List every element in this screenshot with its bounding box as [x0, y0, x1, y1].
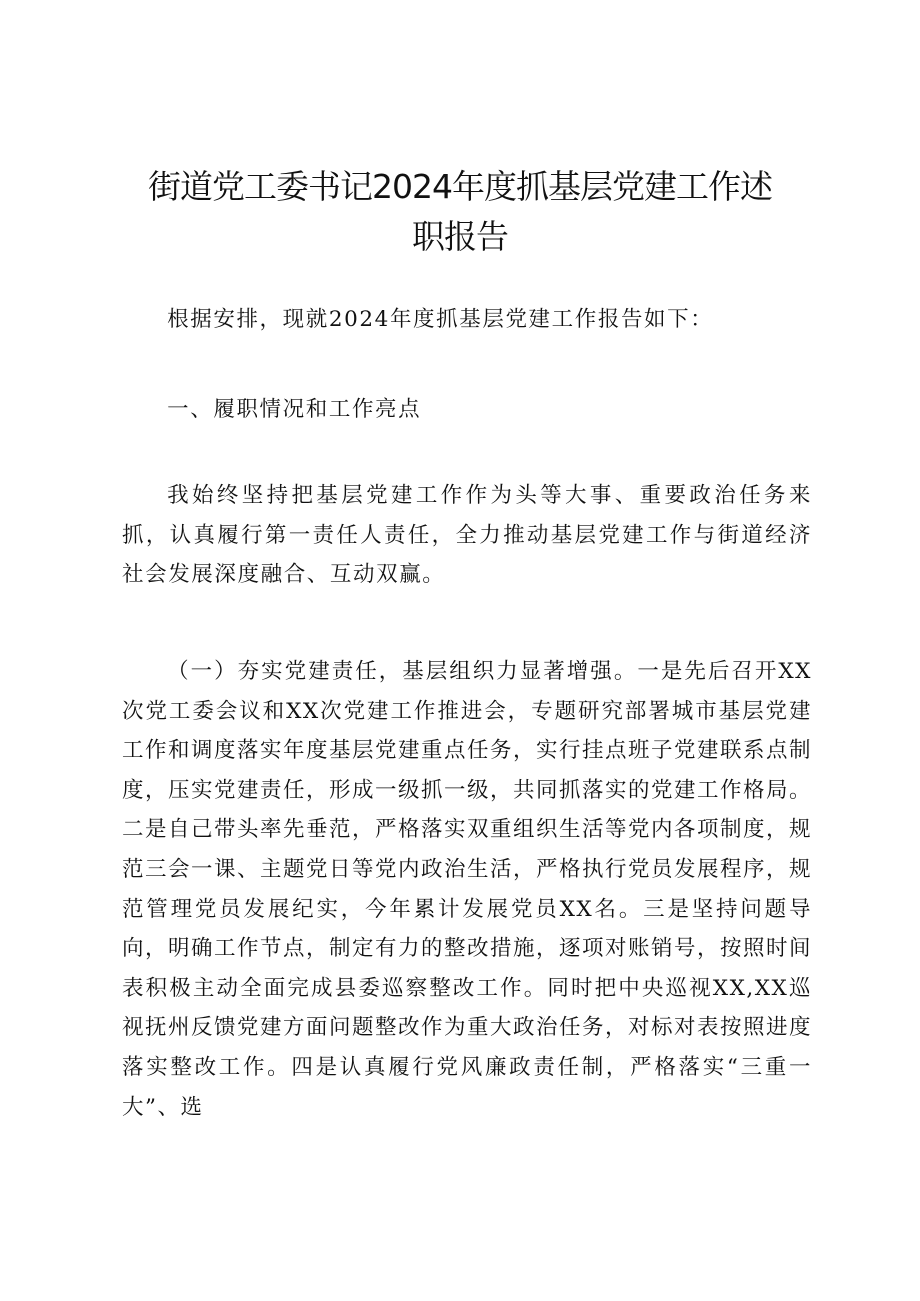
document-title-line-2: 职报告	[412, 217, 508, 256]
body-paragraph-1: 我始终坚持把基层党建工作作为头等大事、重要政治任务来抓，认真履行第一责任人责任，全力推动基层党建工作与街道经济社会发展深度融合、互动双赢。	[122, 483, 812, 588]
body-paragraph-2: （一）夯实党建责任，基层组织力显著增强。一是先后召开XX次党工委会议和XX次党建工作推进会，专题研究部署城市基层党建工作和调度落实年度基层党建重点任务，实行挂点班子党建联系点制度，压实党建责任，形成一级抓一级，共同抓落实的党建工作格局。二是自己带头率先垂范，严格落实双重组织生活等党内各项制度，规范三会一课、主题党日等党内政治生活，严格执行党员发展程序，规范管理党员发展纪实，今年累计发展党员XX名。三是坚持问题导向，明确工作节点，制定有力的整改措施，逐项对账销号，按照时间表积极主动全面完成县委巡察整改工作。同时把中央巡视XX,XX巡视抚州反馈党建方面问题整改作为重大政治任务，对标对表按照进度落实整改工作。四是认真履行党风廉政责任制，严格落实“三重一大”、选	[122, 659, 813, 1120]
intro-paragraph: 根据安排，现就2024年度抓基层党建工作报告如下：	[167, 307, 714, 332]
section-1-heading: 一、履职情况和工作亮点	[167, 397, 422, 422]
document-title-line-1: 街道党工委书记2024年度抓基层党建工作述	[148, 167, 772, 206]
